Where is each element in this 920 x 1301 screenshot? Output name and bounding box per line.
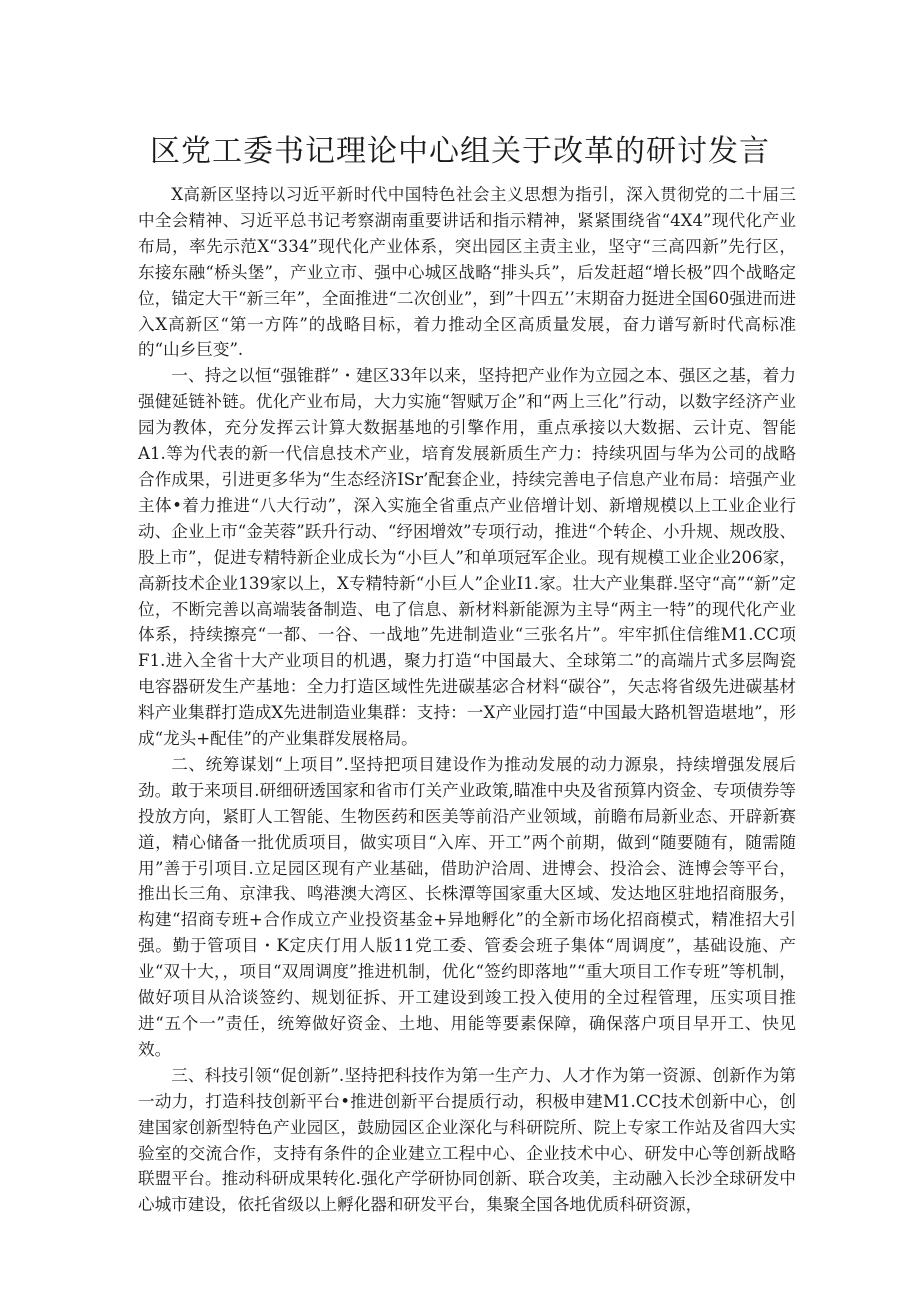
intro-paragraph: X高新区坚持以习近平新时代中国特色社会主义思想为指引，深入贯彻党的二十届三中全会精神、习近平总书记考察湖南重要讲话和指示精神，紧紧围绕省“4X4”现代化产业布局，率先示范X“334”现代化产业体系，突出园区主责主业，坚守“三高四新”先行区，东接东融“桥头堡”，产业立市、强中心城区战略“排头兵”，后发赶超“增长极”四个战略定位，锚定大干“新三年”，全面推进“二次创业”，到”十四五’’末期奋力挺进全国60强进而进入X高新区“第一方阵”的战略目标，着力推动全区高质量发展，奋力谱写新时代高标准的“山乡巨变”. bbox=[138, 185, 796, 360]
section-three-paragraph: 三、科技引领“促创新”.坚持把科技作为第一生产力、人才作为第一资源、创新作为第一动力，打造科技创新平台•推进创新平台提质行动，积极申建M1.CC技术创新中心，创建国家创新型特色产业园区，鼓励园区企业深化与科研院所、院上专家工作站及省四大实验室的交流合作，支持有条件的企业建立工程中心、企业技术中心、研发中心等创新战略联盟平台。推动科研成果转化.强化产学研协同创新、联合攻美，主动融入长沙全球研发中心城市建设，依托省级以上孵化器和研发平台，集聚全国各地优质科研资源， bbox=[138, 1065, 796, 1215]
section-two-paragraph: 二、统筹谋划“上项目”.坚持把项目建设作为推动发展的动力源泉，持续增强发展后劲。敢于来项目.研细研透国家和省市仃关产业政策,瞄准中央及省预算内资金、专项债券等投放方向，紧盯人工智能、生物医药和医美等前沿产业领域，前瞻布局新业态、开辟新赛道，精心储备一批优质项目，做实项目“入库、开工”两个前期，做到“随要随有，随需随用”善于引项目.立足园区现有产业基础，借助沪洽周、进博会、投洽会、涟博会等平台，推出长三角、京津我、鸣港澳大湾区、长株潭等国家重大区域、发达地区驻地招商服务，构建“招商专班+合作成立产业投资基金+异地孵化”的全新市场化招商模式，精准招大引强。勤于管项目・K定庆仃用人版11党工委、管委会班子集体“周调度”，基础设施、产业“双十大，，项目“双周调度”推进机制，优化“签约即落地”“重大项目工作专班”等机制，做好项目从洽谈签约、规划征拆、开工建设到竣工投入使用的全过程管理，压实项目推进“五个一”责任，统筹做好资金、土地、用能等要素保障，确保落户项目早开工、快见效。 bbox=[138, 754, 796, 1059]
section-one-paragraph: 一、持之以恒“强锥群”・建区33年以来，坚持把产业作为立园之本、强区之基，着力强健延链补链。优化产业布局，大力实施“智赋万企”和“两上三化”行动，以数字经济产业园为教体，充分发挥云计算大数据基地的引擎作用，重点承接以大数据、云计克、智能A1.等为代表的新一代信息技术产业，培育发展新质生产力：持续巩固与华为公司的战略合作成果，引进更多华为“生态经济ISr’配套企业，持续完善电子信息产业布局：培强产业主体•着力推进“八大行动”，深入实施全省重点产业倍增计划、新增规模以上工业企业行动、企业上市“金芙蓉”跃升行动、“纾困增效”专项行动，推进“个转企、小升规、规改股、股上市”，促进专精特新企业成长为“小巨人”和单项冠军企业。现有规模工业企业206家，高新技术企业139家以上，X专精特新“小巨人”企业I1.家。壮大产业集群.坚守“高”“新”定位，不断完善以高端装备制造、电了信息、新材料新能源为主导“两主一特”的现代化产业体系，持续擦亮“一都、一谷、一战地”先进制造业“三张名片”。牢牢抓住信维M1.CC项F1.进入全省十大产业项目的机遇，聚力打造“中国最大、全球第二”的高端片式多层陶瓷电容器研发生产基地：全力打造区域性先进碳基宓合材料“碳谷”，矢志将省级先进碳基材料产业集群打造成X先进制造业集群：支持：一X产业园打造“中国最大路机智造堪地”，形成“龙头+配佳”的产业集群发展格局。 bbox=[138, 366, 796, 749]
document-title: 区党工委书记理论中心组关于改革的研讨发言 bbox=[150, 134, 770, 169]
document-body bbox=[138, 182, 796, 1218]
